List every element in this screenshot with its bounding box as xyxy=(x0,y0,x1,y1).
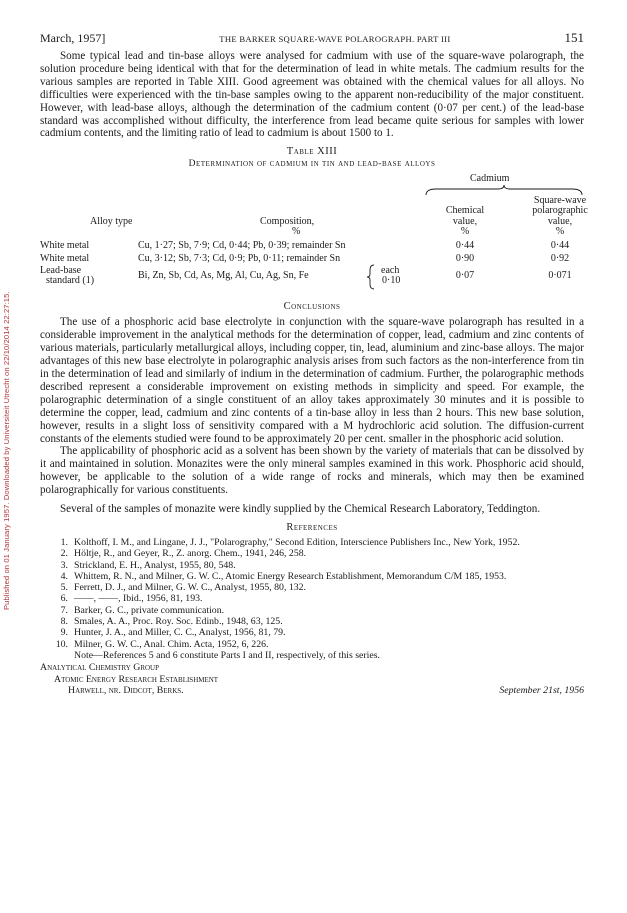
row3-each-value: 0·10 xyxy=(382,275,401,287)
conclusions-heading: Conclusions xyxy=(283,301,341,313)
reference-text: Hunter, J. A., and Miller, C. C., Analyst, 1956, 81, 79. xyxy=(74,627,286,639)
reference-text: Milner, G. W. C., Anal. Chim. Acta, 1952, 6, 226. xyxy=(74,638,269,650)
reference-number: 4. xyxy=(60,570,68,582)
reference-text: ——, ——, Ibid., 1956, 81, 193. xyxy=(74,593,203,605)
reference-number: 8. xyxy=(60,616,68,628)
square-wave-header-2: polarographic xyxy=(532,205,588,217)
reference-item xyxy=(40,537,584,548)
row2-alloy: White metal xyxy=(40,253,90,265)
reference-number: 1. xyxy=(60,536,68,548)
table-number: Table XIII xyxy=(286,146,338,158)
journal-page xyxy=(40,30,588,697)
square-wave-unit: % xyxy=(555,226,565,238)
row3-each: each xyxy=(381,265,400,277)
conclusions-paragraph-2: The applicability of phosphoric acid as a solvent has been shown by the variety of materials that can be dissolved by it and maintained in solution. Monazites were the only mineral samples examined in this work. Phosphoric acid should, however, be applicable to the solution of a wide range of rocks and minerals, which may then be examined polarographically for various constituents. xyxy=(40,445,584,497)
acknowledgement: Several of the samples of monazite were kindly supplied by the Chemical Research Laboratory, Teddington. xyxy=(60,503,541,516)
row2-chemical: 0·90 xyxy=(455,253,475,265)
reference-text: Kolthoff, I. M., and Lingane, J. J., "Polarography," Second Edition, Interscience Publishers Inc., New York, 1952. xyxy=(74,536,520,548)
table-caption: Determination of cadmium in tin and lead-base alloys xyxy=(188,159,436,170)
reference-number: 7. xyxy=(60,604,68,616)
chemical-unit: % xyxy=(460,226,470,238)
references-list xyxy=(40,537,584,650)
reference-number: 9. xyxy=(60,627,68,639)
row1-square: 0·44 xyxy=(550,240,570,252)
composition-header: Composition, xyxy=(260,216,315,228)
reference-item xyxy=(40,582,584,593)
chemical-header-1: Chemical xyxy=(445,205,485,217)
running-title: THE BARKER SQUARE-WAVE POLAROGRAPH. PART III xyxy=(219,34,451,44)
affiliation-address-row xyxy=(40,685,584,697)
row1-alloy: White metal xyxy=(40,240,90,252)
received-date: September 21st, 1956 xyxy=(499,685,584,697)
row3-chemical: 0·07 xyxy=(455,270,475,282)
reference-number: 5. xyxy=(60,582,68,594)
reference-item xyxy=(40,616,584,627)
download-watermark: Published on 01 January 1957. Downloaded by Universiteit Utrecht on 22/10/2014 22:27:15. xyxy=(2,291,11,610)
page-number: 151 xyxy=(564,30,584,45)
row1-composition: Cu, 1·27; Sb, 7·9; Cd, 0·44; Pb, 0·39; remainder Sn xyxy=(138,240,346,252)
alloy-type-header: Alloy type xyxy=(90,216,133,228)
square-wave-header-3: value, xyxy=(547,216,573,228)
row3-square: 0·071 xyxy=(548,270,572,282)
results-table xyxy=(40,173,588,295)
reference-item xyxy=(40,639,584,650)
reference-item xyxy=(40,548,584,559)
row3-alloy-line2: standard (1) xyxy=(46,275,95,287)
affiliation-group: Analytical Chemistry Group xyxy=(40,661,159,673)
reference-number: 2. xyxy=(60,548,68,560)
chemical-header-2: value, xyxy=(452,216,478,228)
square-wave-header-1: Square-wave xyxy=(533,195,587,207)
intro-paragraph: Some typical lead and tin-base alloys were analysed for cadmium with use of the square-wave polarograph, the solution procedure being identical with that for the determination of lead in white metals. The cadmium results for the various samples are reported in Table XIII. Good agreement was obtained with the chemical values for all alloys. No difficulties were experienced with the tin-base samples owing to the apparent non-reducibility of the major constituent. However, with lead-base alloys, although the determination of the cadmium content (0·07 per cent.) of the lead-base standard was accomplished without difficulty, the interference from lead became quite serious for samples with lower cadmium contents, and the limiting ratio of lead to cadmium is about 1500 to 1. xyxy=(40,50,584,140)
row3-alloy-line1: Lead-base xyxy=(40,265,82,277)
reference-item xyxy=(40,593,584,604)
reference-item xyxy=(40,560,584,571)
reference-text: Smales, A. A., Proc. Roy. Soc. Edinb., 1948, 63, 125. xyxy=(74,616,283,628)
row2-composition: Cu, 3·12; Sb, 7·3; Cd, 0·9; Pb, 0·11; remainder Sn xyxy=(138,253,341,265)
reference-item xyxy=(40,571,584,582)
reference-item xyxy=(40,605,584,616)
reference-text: Barker, G. C., private communication. xyxy=(74,604,225,616)
affiliation-address: Harwell, nr. Didcot, Berks. xyxy=(68,685,184,697)
issue-date: March, 1957] xyxy=(40,31,106,45)
reference-text: Höltje, R., and Geyer, R., Z. anorg. Chem., 1941, 246, 258. xyxy=(74,548,307,560)
series-note: Note—References 5 and 6 constitute Parts I and II, respectively, of this series. xyxy=(74,649,380,661)
running-header xyxy=(40,30,584,46)
reference-number: 6. xyxy=(60,593,68,605)
conclusions-paragraph-1: The use of a phosphoric acid base electrolyte in conjunction with the square-wave polarograph has resulted in a considerable improvement in the analytical methods for the determination of copper, lead, cadmium and zinc contents of various materials, particularly metallurgical alloys, including copper, tin, lead, aluminium and zinc-base alloys. The major advantages of this new base electrolyte in polarographic analysis arises from such factors as the non-interference from tin in the determination of lead and similarly of indium in the determination of cadmium. Further, the polarographic methods described represent a considerable improvement on existing methods in simplicity and speed. For example, the polarographic determination of a single constituent of an alloy takes approximately 30 minutes and it is possible to determine the copper, lead, cadmium and zinc contents of a tin-base alloy in less than 2 hours. This new base solution, however, results in a slight loss of sensitivity compared with a M hydrochloric acid solution. The diffusion-current constants of the elements studied were found to be approximately 20 per cent. smaller in the phosphoric acid solution. xyxy=(40,316,584,445)
affiliation-institution: Atomic Energy Research Establishment xyxy=(54,673,219,685)
composition-unit: % xyxy=(292,226,301,238)
row3-composition: Bi, Zn, Sb, Cd, As, Mg, Al, Cu, Ag, Sn, Fe xyxy=(138,270,309,282)
reference-item xyxy=(40,627,584,638)
reference-text: Strickland, E. H., Analyst, 1955, 80, 548. xyxy=(74,559,236,571)
references-heading: References xyxy=(286,521,338,533)
each-brace-icon xyxy=(366,264,376,290)
reference-text: Whittem, R. N., and Milner, G. W. C., Atomic Energy Research Establishment, Memorandum C/M 185, 1953. xyxy=(74,570,507,582)
cadmium-group-header: Cadmium xyxy=(470,173,510,185)
affiliation-block xyxy=(40,662,584,697)
row1-chemical: 0·44 xyxy=(455,240,475,252)
reference-number: 3. xyxy=(60,559,68,571)
reference-number: 10. xyxy=(55,638,68,650)
reference-text: Ferrett, D. J., and Milner, G. W. C., Analyst, 1955, 80, 132. xyxy=(74,582,307,594)
row2-square: 0·92 xyxy=(550,253,570,265)
